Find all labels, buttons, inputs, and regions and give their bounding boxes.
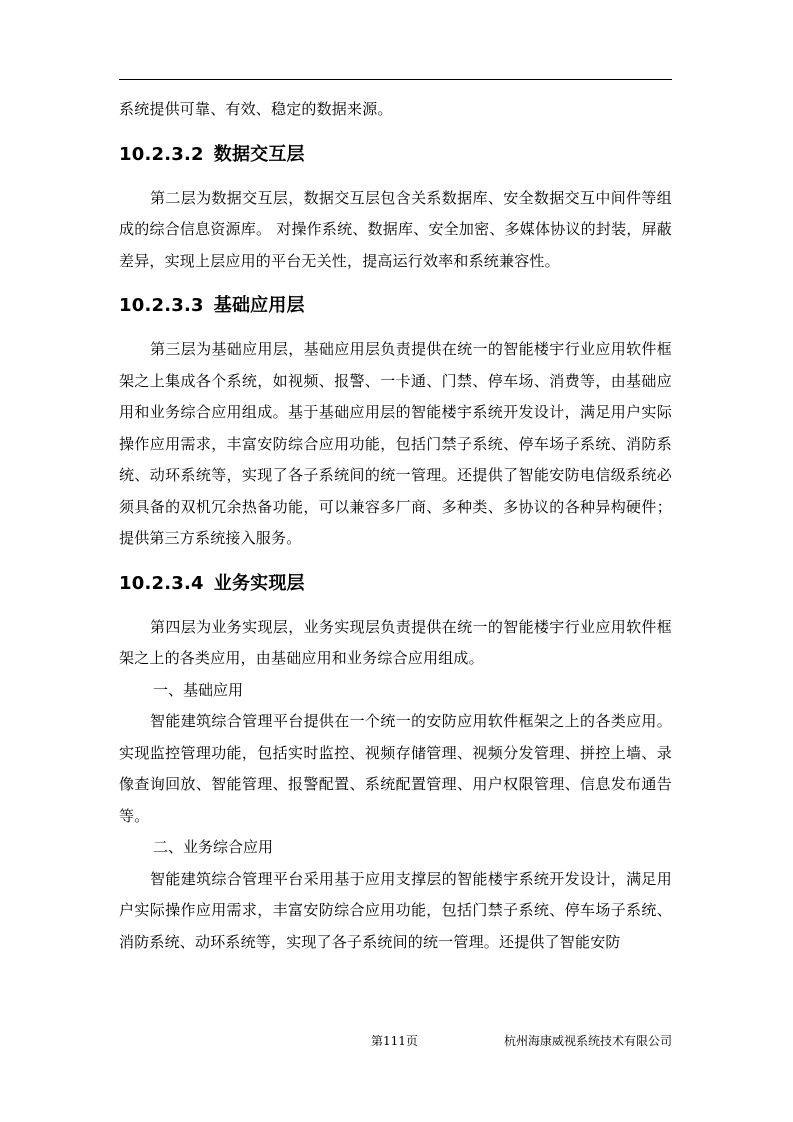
section-paragraph: 第四层为业务实现层，业务实现层负责提供在统一的智能楼宇行业应用软件框架之上的各类应用，由基础应用和业务综合应用组成。	[119, 617, 672, 667]
section-title: 数据交互层	[213, 143, 305, 165]
page-content	[119, 94, 672, 958]
page-number: 第111页	[371, 1034, 418, 1048]
company-name: 杭州海康威视系统技术有限公司	[503, 1034, 672, 1048]
section-number: 10.2.3.3	[119, 295, 204, 316]
section-number: 10.2.3.2	[119, 143, 204, 165]
section-paragraph: 第三层为基础应用层，基础应用层负责提供在统一的智能楼宇行业应用软件框架之上集成各个系统，如视频、报警、一卡通、门禁、停车场、消费等，由基础应用和业务综合应用组成。基于基础应用层的智能楼宇系统开发设计，满足用户实际操作应用需求，丰富安防综合应用功能，包括门禁子系统、停车场子系统、消防系统、动环系统等，实现了各子系统间的统一管理。还提供了智能安防电信级系统必须具备的双机冗余热备功能，可以兼容多厂商、多种类、多协议的各种异构硬件；提供第三方系统接入服务。	[119, 340, 672, 547]
subsection-label-business-integration: 二、业务综合应用	[153, 838, 274, 856]
subsection-label-basic-application: 一、基础应用	[153, 680, 244, 699]
section-heading-data-interaction	[119, 141, 672, 169]
section-title: 基础应用层	[213, 295, 305, 316]
section-heading-business-implementation	[119, 570, 672, 598]
page-footer	[119, 1032, 672, 1052]
header-rule	[119, 79, 672, 80]
intro-paragraph: 系统提供可靠、有效、稳定的数据来源。	[119, 100, 393, 118]
section-title: 业务实现层	[213, 572, 305, 594]
subsection-paragraph: 智能建筑综合管理平台提供在一个统一的安防应用软件框架之上的各类应用。实现监控管理功能，包括实时监控、视频存储管理、视频分发管理、拼控上墙、录像查询回放、智能管理、报警配置、系统配置管理、用户权限管理、信息发布通告等。	[119, 712, 672, 825]
section-paragraph: 第二层为数据交互层，数据交互层包含关系数据库、安全数据交互中间件等组成的综合信息资源库。 对操作系统、数据库、安全加密、多媒体协议的封装，屏蔽差异，实现上层应用的平台无关性，提高运行效率和系统兼容性。	[119, 188, 672, 270]
subsection-paragraph: 智能建筑综合管理平台采用基于应用支撑层的智能楼宇系统开发设计，满足用户实际操作应用需求，丰富安防综合应用功能，包括门禁子系统、停车场子系统、消防系统、动环系统等，实现了各子系统间的统一管理。还提供了智能安防	[119, 869, 672, 951]
section-number: 10.2.3.4	[119, 572, 204, 594]
section-heading-basic-application	[119, 292, 672, 320]
